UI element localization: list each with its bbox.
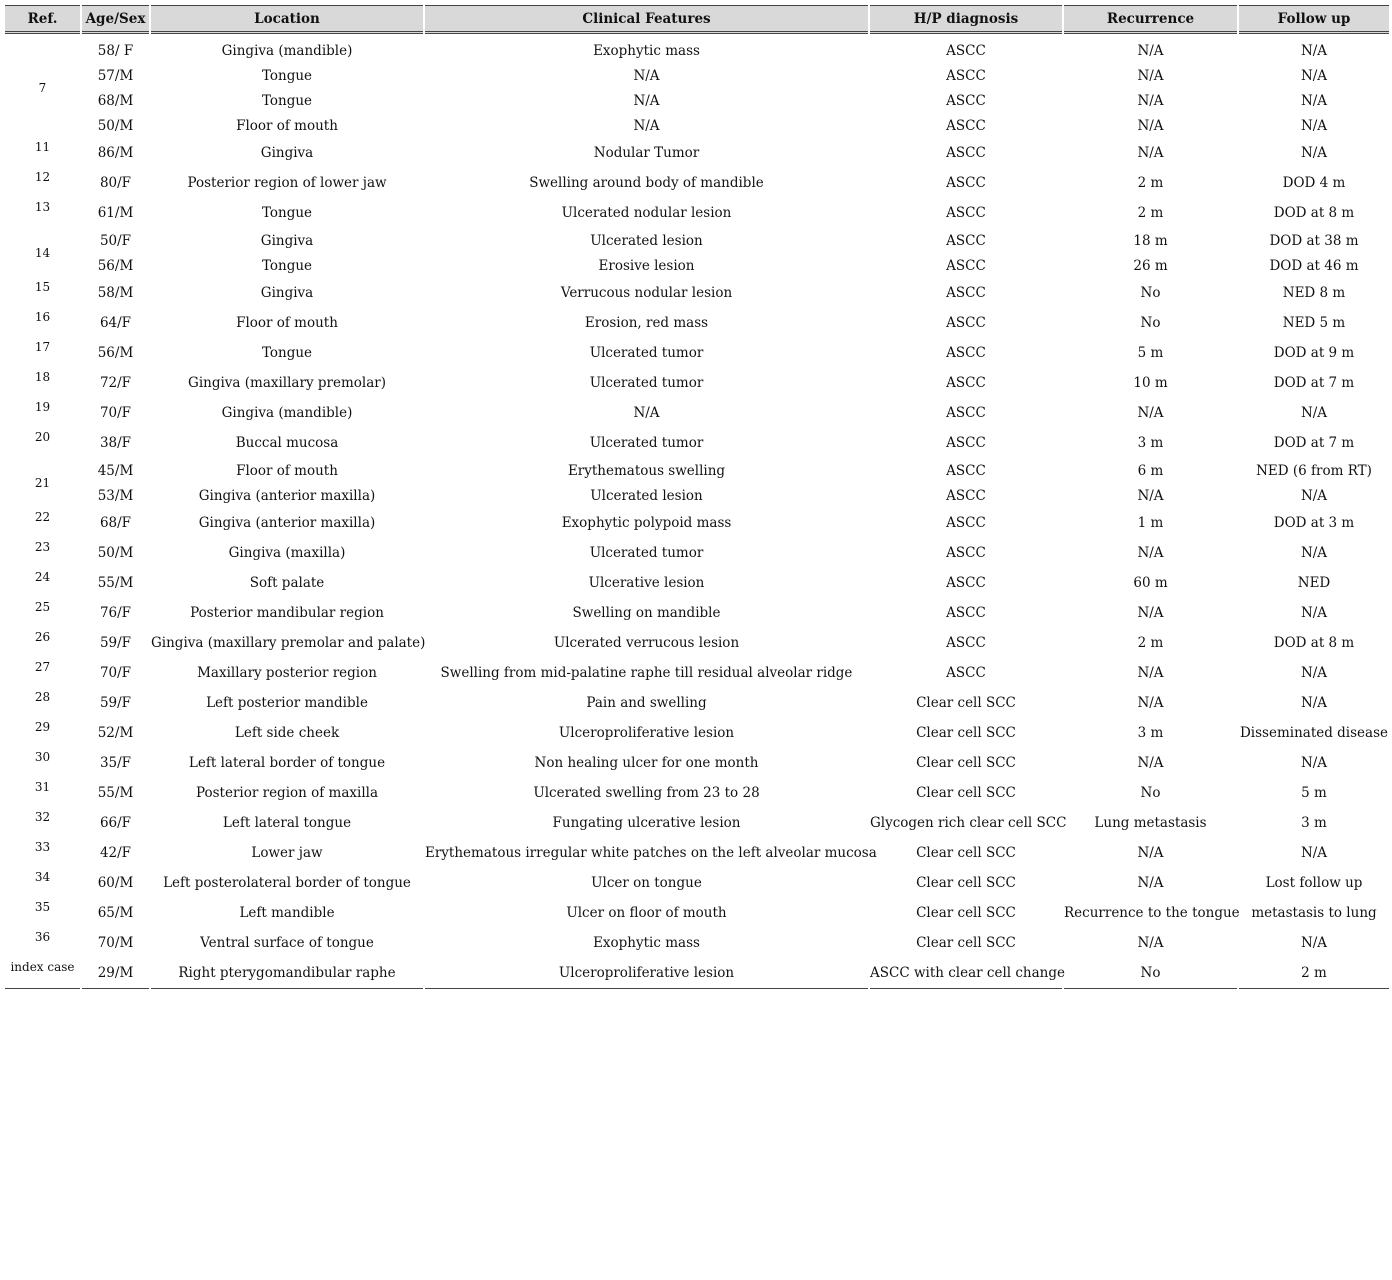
clinical-features-cell: Erosion, red mass: [584, 315, 709, 331]
follow-up-cell: DOD at 8 m: [1273, 635, 1355, 651]
table-row: [5, 63, 1389, 88]
table-row: [5, 928, 1389, 958]
location-cell: Gingiva: [260, 285, 314, 301]
age-sex-cell: 53/M: [97, 487, 134, 504]
age-sex-cell: 64/F: [99, 315, 132, 331]
follow-up-cell: N/A: [1300, 42, 1328, 59]
follow-up-cell: DOD at 8 m: [1273, 205, 1355, 221]
location-cell: Posterior mandibular region: [190, 605, 384, 621]
table-row: [5, 868, 1389, 898]
header-hp-diagnosis: H/P diagnosis: [870, 5, 1062, 34]
hp-diagnosis-cell: ASCC: [946, 375, 986, 391]
table-row: [5, 278, 1389, 308]
recurrence-cell: 26 m: [1133, 257, 1168, 274]
clinical-features-cell: Ulceroproliferative lesion: [558, 725, 735, 741]
location-cell: Floor of mouth: [236, 117, 338, 134]
ref-cell: 30: [34, 750, 51, 764]
follow-up-cell: DOD at 38 m: [1269, 232, 1359, 249]
ref-cell: 34: [34, 870, 51, 884]
table-row: [5, 228, 1389, 253]
clinical-features-cell: Ulcerated swelling from 23 to 28: [533, 785, 760, 801]
clinical-features-cell: Swelling around body of mandible: [529, 175, 764, 191]
ref-cell: 32: [34, 810, 51, 824]
ref-cell: 17: [34, 340, 51, 354]
case-table: [3, 5, 1391, 989]
hp-diagnosis-cell: ASCC: [946, 42, 986, 59]
ref-cell: 22: [34, 510, 51, 524]
hp-diagnosis-cell: ASCC: [946, 117, 986, 134]
table-row: [5, 508, 1389, 538]
ref-cell: index case: [5, 958, 80, 989]
age-sex-cell: 70/F: [99, 405, 132, 421]
hp-diagnosis-cell: ASCC: [946, 665, 986, 681]
hp-diagnosis-cell: Clear cell SCC: [916, 875, 1016, 891]
hp-diagnosis-cell: ASCC: [946, 205, 986, 221]
ref-cell: 33: [34, 840, 51, 854]
location-cell: Gingiva (anterior maxilla): [198, 487, 376, 504]
hp-diagnosis-cell: ASCC: [946, 257, 986, 274]
recurrence-cell: N/A: [1137, 845, 1164, 861]
location-cell: Buccal mucosa: [235, 435, 339, 451]
table-row: [5, 368, 1389, 398]
location-cell: Maxillary posterior region: [197, 665, 377, 681]
follow-up-cell: NED: [1297, 575, 1331, 591]
location-cell: Tongue: [261, 205, 313, 221]
age-sex-cell: 50/M: [97, 117, 134, 134]
ref-cell: 26: [34, 630, 51, 644]
recurrence-cell: N/A: [1137, 875, 1164, 891]
clinical-features-cell: Exophytic mass: [593, 935, 700, 951]
age-sex-cell: 76/F: [99, 605, 132, 621]
recurrence-cell: 60 m: [1133, 575, 1168, 591]
clinical-features-cell: Pain and swelling: [586, 695, 707, 711]
table-row: [5, 428, 1389, 458]
table-row: [5, 658, 1389, 688]
follow-up-cell: N/A: [1300, 755, 1328, 771]
follow-up-cell: N/A: [1300, 117, 1328, 134]
hp-diagnosis-cell: ASCC: [946, 92, 986, 109]
clinical-features-cell: Nodular Tumor: [593, 145, 700, 161]
hp-diagnosis-cell: Clear cell SCC: [916, 785, 1016, 801]
location-cell: Floor of mouth: [236, 315, 338, 331]
recurrence-cell: N/A: [1137, 117, 1164, 134]
ref-cell: 21: [34, 476, 51, 490]
clinical-features-cell: Exophytic polypoid mass: [561, 515, 732, 531]
ref-cell: 13: [34, 200, 51, 214]
location-cell: Gingiva (maxillary premolar and palate): [151, 635, 426, 651]
table-row: [5, 598, 1389, 628]
recurrence-cell: N/A: [1137, 755, 1164, 771]
clinical-features-cell: Ulcerated tumor: [589, 375, 704, 391]
clinical-features-cell: N/A: [633, 117, 660, 134]
follow-up-cell: N/A: [1300, 605, 1328, 621]
follow-up-cell: N/A: [1300, 935, 1328, 951]
clinical-features-cell: N/A: [633, 67, 660, 84]
table-row: [5, 168, 1389, 198]
ref-cell: 24: [34, 570, 51, 584]
hp-diagnosis-cell: ASCC: [946, 435, 986, 451]
recurrence-cell: No: [1140, 785, 1161, 801]
age-sex-cell: 35/F: [99, 755, 132, 771]
ref-cell: 7: [38, 81, 47, 95]
age-sex-cell: 52/M: [97, 725, 134, 741]
follow-up-cell: Disseminated disease: [1239, 725, 1389, 741]
clinical-features-cell: Erosive lesion: [598, 257, 695, 274]
ref-cell: 11: [34, 140, 51, 154]
table-row: [5, 838, 1389, 868]
recurrence-cell: N/A: [1137, 605, 1164, 621]
age-sex-cell: 61/M: [97, 205, 134, 221]
table-row: [5, 568, 1389, 598]
age-sex-cell: 58/M: [97, 285, 134, 301]
hp-diagnosis-cell: Clear cell SCC: [916, 935, 1016, 951]
table-row: [5, 398, 1389, 428]
table-row: [5, 113, 1389, 138]
follow-up-cell: DOD at 46 m: [1269, 257, 1359, 274]
header-clinical-features: Clinical Features: [425, 5, 868, 34]
age-sex-cell: 59/F: [99, 695, 132, 711]
follow-up-cell: DOD at 3 m: [1273, 515, 1355, 531]
age-sex-cell: 57/M: [97, 67, 134, 84]
ref-cell: 29: [34, 720, 51, 734]
hp-diagnosis-cell: ASCC: [946, 605, 986, 621]
age-sex-cell: 80/F: [99, 175, 132, 191]
recurrence-cell: Lung metastasis: [1094, 815, 1207, 831]
table-body: [5, 34, 1389, 989]
table-row: [5, 778, 1389, 808]
table-row: [5, 38, 1389, 63]
ref-cell: 14: [34, 246, 51, 260]
location-cell: Tongue: [261, 92, 313, 109]
recurrence-cell: 18 m: [1133, 232, 1168, 249]
age-sex-cell: 42/F: [99, 845, 132, 861]
table-row: [5, 138, 1389, 168]
age-sex-cell: 68/F: [99, 515, 132, 531]
recurrence-cell: N/A: [1137, 405, 1164, 421]
recurrence-cell: 2 m: [1137, 205, 1164, 221]
hp-diagnosis-cell: Clear cell SCC: [916, 905, 1016, 921]
clinical-features-cell: Ulceroproliferative lesion: [425, 958, 868, 989]
ref-cell: 25: [34, 600, 51, 614]
clinical-features-cell: Ulcerative lesion: [588, 575, 705, 591]
age-sex-cell: 55/M: [97, 785, 134, 801]
age-sex-cell: 29/M: [82, 958, 149, 989]
age-sex-cell: 70/F: [99, 665, 132, 681]
age-sex-cell: 59/F: [99, 635, 132, 651]
recurrence-cell: N/A: [1137, 487, 1164, 504]
clinical-features-cell: Ulcerated lesion: [590, 232, 703, 249]
location-cell: Left side cheek: [234, 725, 340, 741]
location-cell: Gingiva (mandible): [221, 42, 353, 59]
ref-cell: 27: [34, 660, 51, 674]
ref-cell: 36: [34, 930, 51, 944]
ref-cell: 16: [34, 310, 51, 324]
clinical-features-cell: Swelling on mandible: [572, 605, 721, 621]
recurrence-cell: 2 m: [1137, 635, 1164, 651]
age-sex-cell: 65/M: [97, 905, 134, 921]
clinical-features-cell: Ulcerated tumor: [589, 545, 704, 561]
location-cell: Lower jaw: [251, 845, 323, 861]
location-cell: Tongue: [261, 345, 313, 361]
recurrence-cell: 3 m: [1137, 435, 1164, 451]
ref-cell: 18: [34, 370, 51, 384]
ref-cell: 20: [34, 430, 51, 444]
follow-up-cell: N/A: [1300, 92, 1328, 109]
table-row: [5, 538, 1389, 568]
age-sex-cell: 70/M: [97, 935, 134, 951]
hp-diagnosis-cell: ASCC: [946, 487, 986, 504]
age-sex-cell: 60/M: [97, 875, 134, 891]
recurrence-cell: 5 m: [1137, 345, 1164, 361]
ref-cell: 35: [34, 900, 51, 914]
table-row: [5, 628, 1389, 658]
recurrence-cell: 3 m: [1137, 725, 1164, 741]
recurrence-cell: N/A: [1137, 545, 1164, 561]
location-cell: Posterior region of maxilla: [195, 785, 379, 801]
header-age-sex: Age/Sex: [82, 5, 149, 34]
recurrence-cell: 2 m: [1137, 175, 1164, 191]
clinical-features-cell: Ulcerated tumor: [589, 435, 704, 451]
header-row: [5, 5, 1389, 34]
clinical-features-cell: Ulcer on floor of mouth: [566, 905, 727, 921]
ref-cell: 23: [34, 540, 51, 554]
hp-diagnosis-cell: Clear cell SCC: [916, 695, 1016, 711]
table-row: [5, 308, 1389, 338]
table-row: [5, 483, 1389, 508]
hp-diagnosis-cell: ASCC: [946, 145, 986, 161]
follow-up-cell: DOD at 7 m: [1273, 375, 1355, 391]
header-follow-up: Follow up: [1239, 5, 1389, 34]
clinical-features-cell: Ulcerated verrucous lesion: [553, 635, 740, 651]
location-cell: Ventral surface of tongue: [200, 935, 374, 951]
clinical-features-cell: Erythematous irregular white patches on the left alveolar mucosa: [425, 845, 877, 861]
hp-diagnosis-cell: ASCC: [946, 315, 986, 331]
recurrence-cell: N/A: [1137, 695, 1164, 711]
location-cell: Gingiva: [260, 145, 314, 161]
table-row: [5, 458, 1389, 483]
age-sex-cell: 50/F: [99, 232, 132, 249]
clinical-features-cell: Swelling from mid-palatine raphe till residual alveolar ridge: [440, 665, 853, 681]
follow-up-cell: Lost follow up: [1265, 875, 1363, 891]
location-cell: Gingiva (maxilla): [228, 545, 346, 561]
follow-up-cell: N/A: [1300, 665, 1328, 681]
hp-diagnosis-cell: ASCC: [946, 345, 986, 361]
ref-cell: 12: [34, 170, 51, 184]
hp-diagnosis-cell: ASCC: [946, 575, 986, 591]
hp-diagnosis-cell: ASCC: [946, 405, 986, 421]
recurrence-cell: N/A: [1137, 67, 1164, 84]
table-row: [5, 718, 1389, 748]
clinical-features-cell: Erythematous swelling: [567, 462, 726, 479]
clinical-features-cell: Ulcerated tumor: [589, 345, 704, 361]
hp-diagnosis-cell: ASCC: [946, 232, 986, 249]
header-ref: Ref.: [5, 5, 80, 34]
recurrence-cell: N/A: [1137, 42, 1164, 59]
ref-cell: 19: [34, 400, 51, 414]
age-sex-cell: 50/M: [97, 545, 134, 561]
age-sex-cell: 86/M: [97, 145, 134, 161]
recurrence-cell: Recurrence to the tongue: [1064, 905, 1240, 921]
recurrence-cell: No: [1140, 285, 1161, 301]
recurrence-cell: N/A: [1137, 665, 1164, 681]
clinical-features-cell: Fungating ulcerative lesion: [552, 815, 741, 831]
age-sex-cell: 38/F: [99, 435, 132, 451]
hp-diagnosis-cell: ASCC: [946, 175, 986, 191]
follow-up-cell: metastasis to lung: [1251, 905, 1377, 921]
table-row: [5, 88, 1389, 113]
location-cell: Left lateral tongue: [222, 815, 352, 831]
location-cell: Soft palate: [249, 575, 325, 591]
follow-up-cell: N/A: [1300, 695, 1328, 711]
hp-diagnosis-cell: Clear cell SCC: [916, 725, 1016, 741]
hp-diagnosis-cell: Clear cell SCC: [916, 845, 1016, 861]
recurrence-cell: No: [1140, 315, 1161, 331]
age-sex-cell: 66/F: [99, 815, 132, 831]
table-row: [5, 338, 1389, 368]
recurrence-cell: N/A: [1137, 145, 1164, 161]
hp-diagnosis-cell: ASCC with clear cell change: [870, 958, 1062, 989]
location-cell: Floor of mouth: [236, 462, 338, 479]
age-sex-cell: 56/M: [97, 345, 134, 361]
clinical-features-cell: Ulcerated nodular lesion: [561, 205, 732, 221]
follow-up-cell: N/A: [1300, 487, 1328, 504]
location-cell: Tongue: [261, 67, 313, 84]
clinical-features-cell: N/A: [633, 405, 660, 421]
follow-up-cell: 3 m: [1301, 815, 1327, 831]
ref-cell: 28: [34, 690, 51, 704]
follow-up-cell: DOD at 9 m: [1273, 345, 1355, 361]
hp-diagnosis-cell: ASCC: [946, 67, 986, 84]
follow-up-cell: DOD at 7 m: [1273, 435, 1355, 451]
location-cell: Left mandible: [239, 905, 335, 921]
table-row: [5, 198, 1389, 228]
hp-diagnosis-cell: ASCC: [946, 545, 986, 561]
location-cell: Posterior region of lower jaw: [187, 175, 387, 191]
follow-up-cell: N/A: [1300, 405, 1328, 421]
table-row: [5, 958, 1389, 989]
location-cell: Tongue: [261, 257, 313, 274]
age-sex-cell: 45/M: [97, 462, 134, 479]
location-cell: Gingiva: [260, 232, 314, 249]
hp-diagnosis-cell: Clear cell SCC: [916, 755, 1016, 771]
hp-diagnosis-cell: ASCC: [946, 515, 986, 531]
location-cell: Right pterygomandibular raphe: [151, 958, 423, 989]
clinical-features-cell: Exophytic mass: [593, 42, 700, 59]
clinical-features-cell: Verrucous nodular lesion: [560, 285, 733, 301]
follow-up-cell: 2 m: [1239, 958, 1389, 989]
recurrence-cell: N/A: [1137, 935, 1164, 951]
follow-up-cell: NED (6 from RT): [1256, 462, 1372, 479]
follow-up-cell: N/A: [1300, 145, 1328, 161]
ref-cell: 31: [34, 780, 51, 794]
follow-up-cell: 5 m: [1301, 785, 1327, 801]
clinical-features-cell: Ulcer on tongue: [591, 875, 702, 891]
age-sex-cell: 72/F: [99, 375, 132, 391]
recurrence-cell: N/A: [1137, 92, 1164, 109]
recurrence-cell: No: [1064, 958, 1237, 989]
hp-diagnosis-cell: Glycogen rich clear cell SCC: [870, 815, 1067, 831]
location-cell: Gingiva (mandible): [221, 405, 353, 421]
age-sex-cell: 68/M: [97, 92, 134, 109]
hp-diagnosis-cell: ASCC: [946, 462, 986, 479]
table-row: [5, 688, 1389, 718]
table-row: [5, 898, 1389, 928]
recurrence-cell: 10 m: [1133, 375, 1168, 391]
table-row: [5, 748, 1389, 778]
clinical-features-cell: Non healing ulcer for one month: [534, 755, 759, 771]
follow-up-cell: N/A: [1300, 67, 1328, 84]
clinical-features-cell: Ulcerated lesion: [590, 487, 703, 504]
location-cell: Gingiva (anterior maxilla): [198, 515, 376, 531]
age-sex-cell: 55/M: [97, 575, 134, 591]
follow-up-cell: N/A: [1300, 545, 1328, 561]
clinical-features-cell: N/A: [633, 92, 660, 109]
follow-up-cell: N/A: [1300, 845, 1328, 861]
table-row: [5, 808, 1389, 838]
location-cell: Gingiva (maxillary premolar): [188, 375, 386, 391]
hp-diagnosis-cell: ASCC: [946, 635, 986, 651]
header-location: Location: [151, 5, 423, 34]
ref-cell: 15: [34, 280, 51, 294]
follow-up-cell: DOD 4 m: [1282, 175, 1346, 191]
location-cell: Left posterolateral border of tongue: [163, 875, 411, 891]
recurrence-cell: 6 m: [1137, 462, 1164, 479]
age-sex-cell: 58/ F: [97, 42, 134, 59]
follow-up-cell: NED 8 m: [1282, 285, 1346, 301]
location-cell: Left posterior mandible: [206, 695, 368, 711]
hp-diagnosis-cell: ASCC: [946, 285, 986, 301]
recurrence-cell: 1 m: [1137, 515, 1164, 531]
case-table-container: [5, 5, 1387, 989]
table-row: [5, 253, 1389, 278]
age-sex-cell: 56/M: [97, 257, 134, 274]
location-cell: Left lateral border of tongue: [188, 755, 386, 771]
header-recurrence: Recurrence: [1064, 5, 1237, 34]
follow-up-cell: NED 5 m: [1282, 315, 1346, 331]
